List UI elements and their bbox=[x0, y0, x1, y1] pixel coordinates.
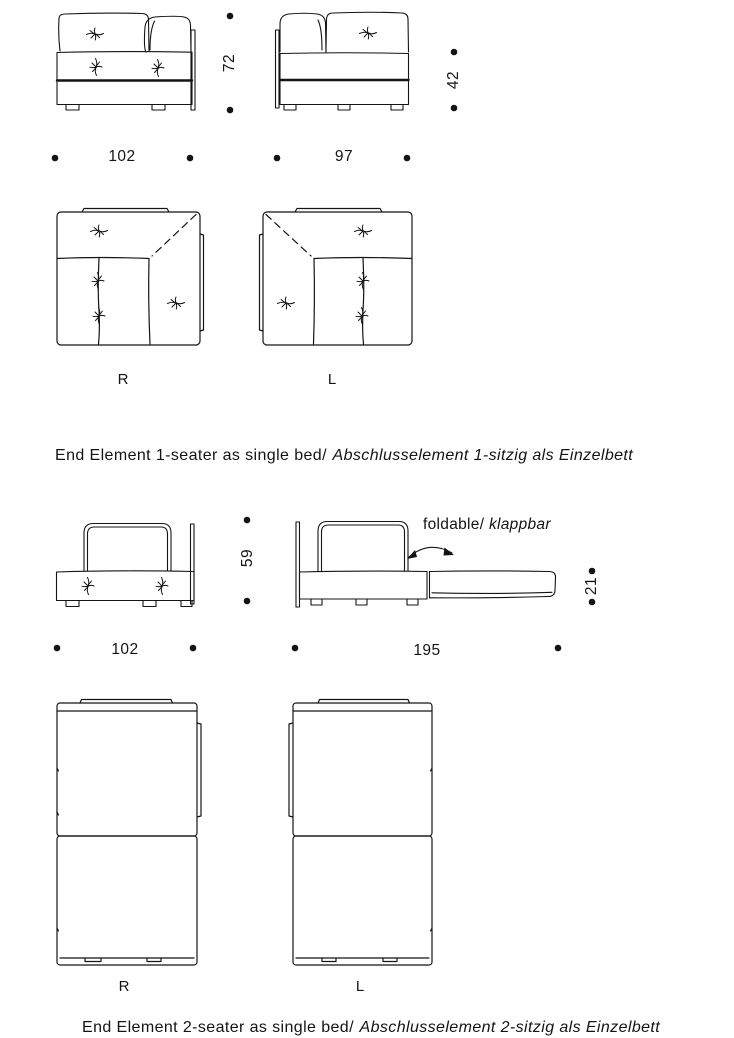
next-section-caption-clipped bbox=[82, 1018, 660, 1038]
bed-folded-width-dimension: 102 bbox=[111, 641, 139, 658]
bed-plan-view-right-drawing bbox=[52, 695, 204, 970]
section-caption-german: Abschlusselement 1-sitzig als Einzelbett bbox=[332, 447, 634, 464]
sofa-left-width-dimension: 97 bbox=[334, 148, 354, 165]
sofa-right-height-dimension: 72 bbox=[221, 53, 238, 73]
foldable-note bbox=[423, 515, 551, 535]
sofa-plan-view-right-drawing bbox=[52, 205, 207, 350]
sofa-plan-left-label: L bbox=[327, 370, 337, 388]
next-section-caption-english: End Element 2-seater as single bed/ bbox=[82, 1019, 354, 1036]
sofa-front-view-left-drawing bbox=[272, 5, 412, 116]
section-caption-english: End Element 1-seater as single bed/ bbox=[55, 447, 327, 464]
foldable-note-english: foldable/ bbox=[423, 516, 485, 533]
next-section-caption-german: Abschlusselement 2-sitzig als Einzelbett bbox=[359, 1019, 661, 1036]
bed-extended-height-dimension: 21 bbox=[583, 576, 600, 596]
sofa-plan-right-label: R bbox=[117, 370, 129, 388]
section-caption bbox=[55, 446, 633, 466]
bed-plan-right-label: R bbox=[118, 977, 130, 995]
bed-folded-front-view-drawing bbox=[52, 515, 198, 610]
sofa-left-height-dimension: 42 bbox=[445, 70, 462, 90]
bed-plan-left-label: L bbox=[355, 977, 365, 995]
sofa-front-view-right-drawing bbox=[50, 8, 200, 116]
bed-folded-height-dimension: 59 bbox=[239, 548, 256, 568]
sofa-right-width-dimension: 102 bbox=[108, 148, 136, 165]
bed-extended-width-dimension: 195 bbox=[413, 642, 441, 659]
bed-plan-view-left-drawing bbox=[286, 695, 438, 970]
sofa-plan-view-left-drawing bbox=[258, 205, 418, 350]
foldable-note-german: klappbar bbox=[488, 516, 551, 533]
